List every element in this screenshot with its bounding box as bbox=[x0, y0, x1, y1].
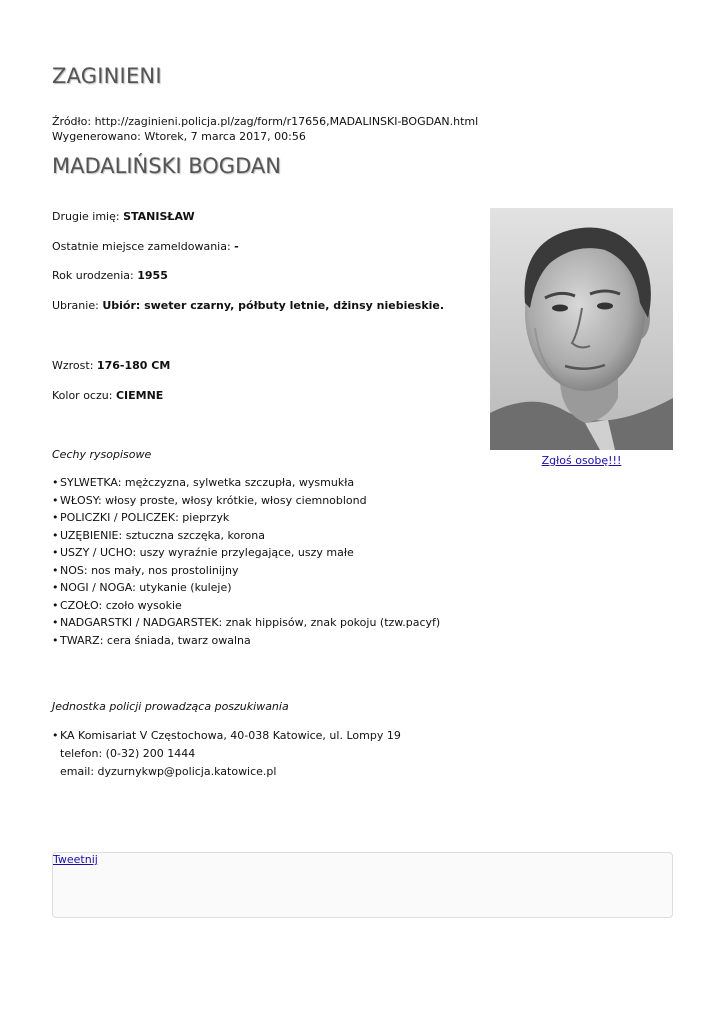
field-last-residence bbox=[52, 239, 239, 254]
field-value: 1955 bbox=[137, 269, 168, 282]
person-name: MADALIŃSKI BOGDAN bbox=[52, 154, 281, 178]
police-unit-info bbox=[52, 727, 401, 781]
tweet-link[interactable]: Tweetnij bbox=[53, 853, 98, 866]
list-item: • WŁOSY: włosy proste, włosy krótkie, włosy ciemnoblond bbox=[52, 492, 440, 510]
list-item: • TWARZ: cera śniada, twarz owalna bbox=[52, 632, 440, 650]
field-clothing bbox=[52, 298, 444, 313]
features-heading: Cechy rysopisowe bbox=[52, 448, 152, 461]
person-photo bbox=[490, 208, 673, 450]
features-list bbox=[52, 474, 440, 649]
source-line: Źródło: http://zaginieni.policja.pl/zag/form/r17656,MADALINSKI-BOGDAN.html bbox=[52, 115, 479, 128]
police-unit-heading: Jednostka policji prowadząca poszukiwania bbox=[52, 700, 289, 713]
field-value: STANISŁAW bbox=[123, 210, 195, 223]
field-eye-color bbox=[52, 388, 163, 403]
field-value: Ubiór: sweter czarny, półbuty letnie, dżinsy niebieskie. bbox=[102, 299, 445, 312]
unit-email: email: dyzurnykwp@policja.katowice.pl bbox=[60, 765, 277, 778]
list-item: • CZOŁO: czoło wysokie bbox=[52, 597, 440, 615]
bullet-icon: • bbox=[52, 729, 59, 742]
report-person-link[interactable]: Zgłoś osobę!!! bbox=[541, 454, 622, 467]
unit-phone: telefon: (0-32) 200 1444 bbox=[60, 747, 196, 760]
list-item: • NOS: nos mały, nos prostolinijny bbox=[52, 562, 440, 580]
field-label: Ubranie: bbox=[52, 299, 99, 312]
field-label: Wzrost: bbox=[52, 359, 94, 372]
list-item: • USZY / UCHO: uszy wyraźnie przylegające, uszy małe bbox=[52, 544, 440, 562]
list-item: • UZĘBIENIE: sztuczna szczęka, korona bbox=[52, 527, 440, 545]
unit-name: KA Komisariat V Częstochowa, 40-038 Katowice, ul. Lompy 19 bbox=[60, 729, 401, 742]
field-label: Drugie imię: bbox=[52, 210, 120, 223]
source-info bbox=[52, 114, 478, 144]
social-share-box bbox=[52, 852, 673, 918]
list-item: • NOGI / NOGA: utykanie (kuleje) bbox=[52, 579, 440, 597]
field-label: Kolor oczu: bbox=[52, 389, 113, 402]
field-birth-year bbox=[52, 268, 168, 283]
generated-line: Wygenerowano: Wtorek, 7 marca 2017, 00:56 bbox=[52, 130, 306, 143]
field-second-name bbox=[52, 209, 195, 224]
field-label: Ostatnie miejsce zameldowania: bbox=[52, 240, 231, 253]
list-item: • NADGARSTKI / NADGARSTEK: znak hippisów, znak pokoju (tzw.pacyf) bbox=[52, 614, 440, 632]
list-item: • SYLWETKA: mężczyzna, sylwetka szczupła, wysmukła bbox=[52, 474, 440, 492]
field-height bbox=[52, 358, 170, 373]
field-value: CIEMNE bbox=[115, 389, 164, 402]
page-title: ZAGINIENI bbox=[52, 64, 162, 88]
field-label: Rok urodzenia: bbox=[52, 269, 134, 282]
field-value: 176-180 CM bbox=[96, 359, 171, 372]
field-value: - bbox=[234, 240, 239, 253]
list-item: • POLICZKI / POLICZEK: pieprzyk bbox=[52, 509, 440, 527]
